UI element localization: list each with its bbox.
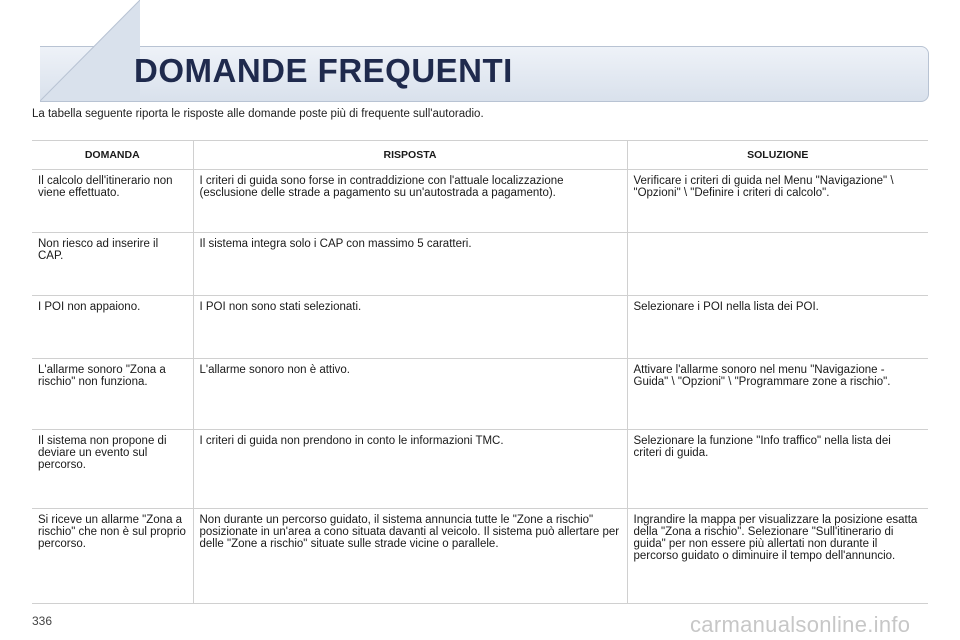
solution-cell: Verificare i criteri di guida nel Menu "Navigazione" \ "Opzioni" \ "Definire i criteri di calcolo".	[627, 170, 928, 233]
solution-cell: Selezionare i POI nella lista dei POI.	[627, 296, 928, 359]
solution-cell: Ingrandire la mappa per visualizzare la posizione esatta della "Zona a rischio". Selezionare "Sull'itinerario di guida" per non essere più allertati non durante il percorso guidato o diminuire il tempo dell'annuncio.	[627, 509, 928, 604]
table-row	[32, 296, 928, 359]
question-cell: I POI non appaiono.	[32, 296, 193, 359]
answer-cell: Il sistema integra solo i CAP con massimo 5 caratteri.	[193, 233, 627, 296]
header-corner-decoration	[40, 0, 140, 101]
page-number: 336	[32, 614, 53, 628]
solution-cell: Attivare l'allarme sonoro nel menu "Navigazione - Guida" \ "Opzioni" \ "Programmare zone a rischio".	[627, 359, 928, 430]
question-cell: Il sistema non propone di deviare un evento sul percorso.	[32, 430, 193, 509]
answer-cell: I criteri di guida sono forse in contraddizione con l'attuale localizzazione (esclusione delle strade a pagamento su un'autostrada a pagamento).	[193, 170, 627, 233]
column-header-answer: RISPOSTA	[193, 141, 627, 170]
question-cell: Il calcolo dell'itinerario non viene effettuato.	[32, 170, 193, 233]
table-row	[32, 170, 928, 233]
question-cell: L'allarme sonoro "Zona a rischio" non funziona.	[32, 359, 193, 430]
answer-cell: I POI non sono stati selezionati.	[193, 296, 627, 359]
answer-cell: Non durante un percorso guidato, il sistema annuncia tutte le "Zone a rischio" posizionate in un'area a cono situata davanti al veicolo. Il sistema può allertare per delle "Zone a rischio" situate sulle strade vicine o parallele.	[193, 509, 627, 604]
column-header-solution: SOLUZIONE	[627, 141, 928, 170]
table-row	[32, 509, 928, 604]
faq-table	[32, 140, 928, 604]
solution-cell	[627, 233, 928, 296]
intro-text: La tabella seguente riporta le risposte alle domande poste più di frequente sull'autoradio.	[32, 108, 484, 120]
column-header-question: DOMANDA	[32, 141, 193, 170]
table-row	[32, 233, 928, 296]
watermark: carmanualsonline.info	[690, 612, 911, 637]
solution-cell: Selezionare la funzione "Info traffico" nella lista dei criteri di guida.	[627, 430, 928, 509]
question-cell: Non riesco ad inserire il CAP.	[32, 233, 193, 296]
table-row	[32, 430, 928, 509]
table-row	[32, 359, 928, 430]
answer-cell: L'allarme sonoro non è attivo.	[193, 359, 627, 430]
answer-cell: I criteri di guida non prendono in conto le informazioni TMC.	[193, 430, 627, 509]
table-header-row	[32, 141, 928, 170]
page-title: DOMANDE FREQUENTI	[134, 52, 513, 89]
question-cell: Si riceve un allarme "Zona a rischio" che non è sul proprio percorso.	[32, 509, 193, 604]
